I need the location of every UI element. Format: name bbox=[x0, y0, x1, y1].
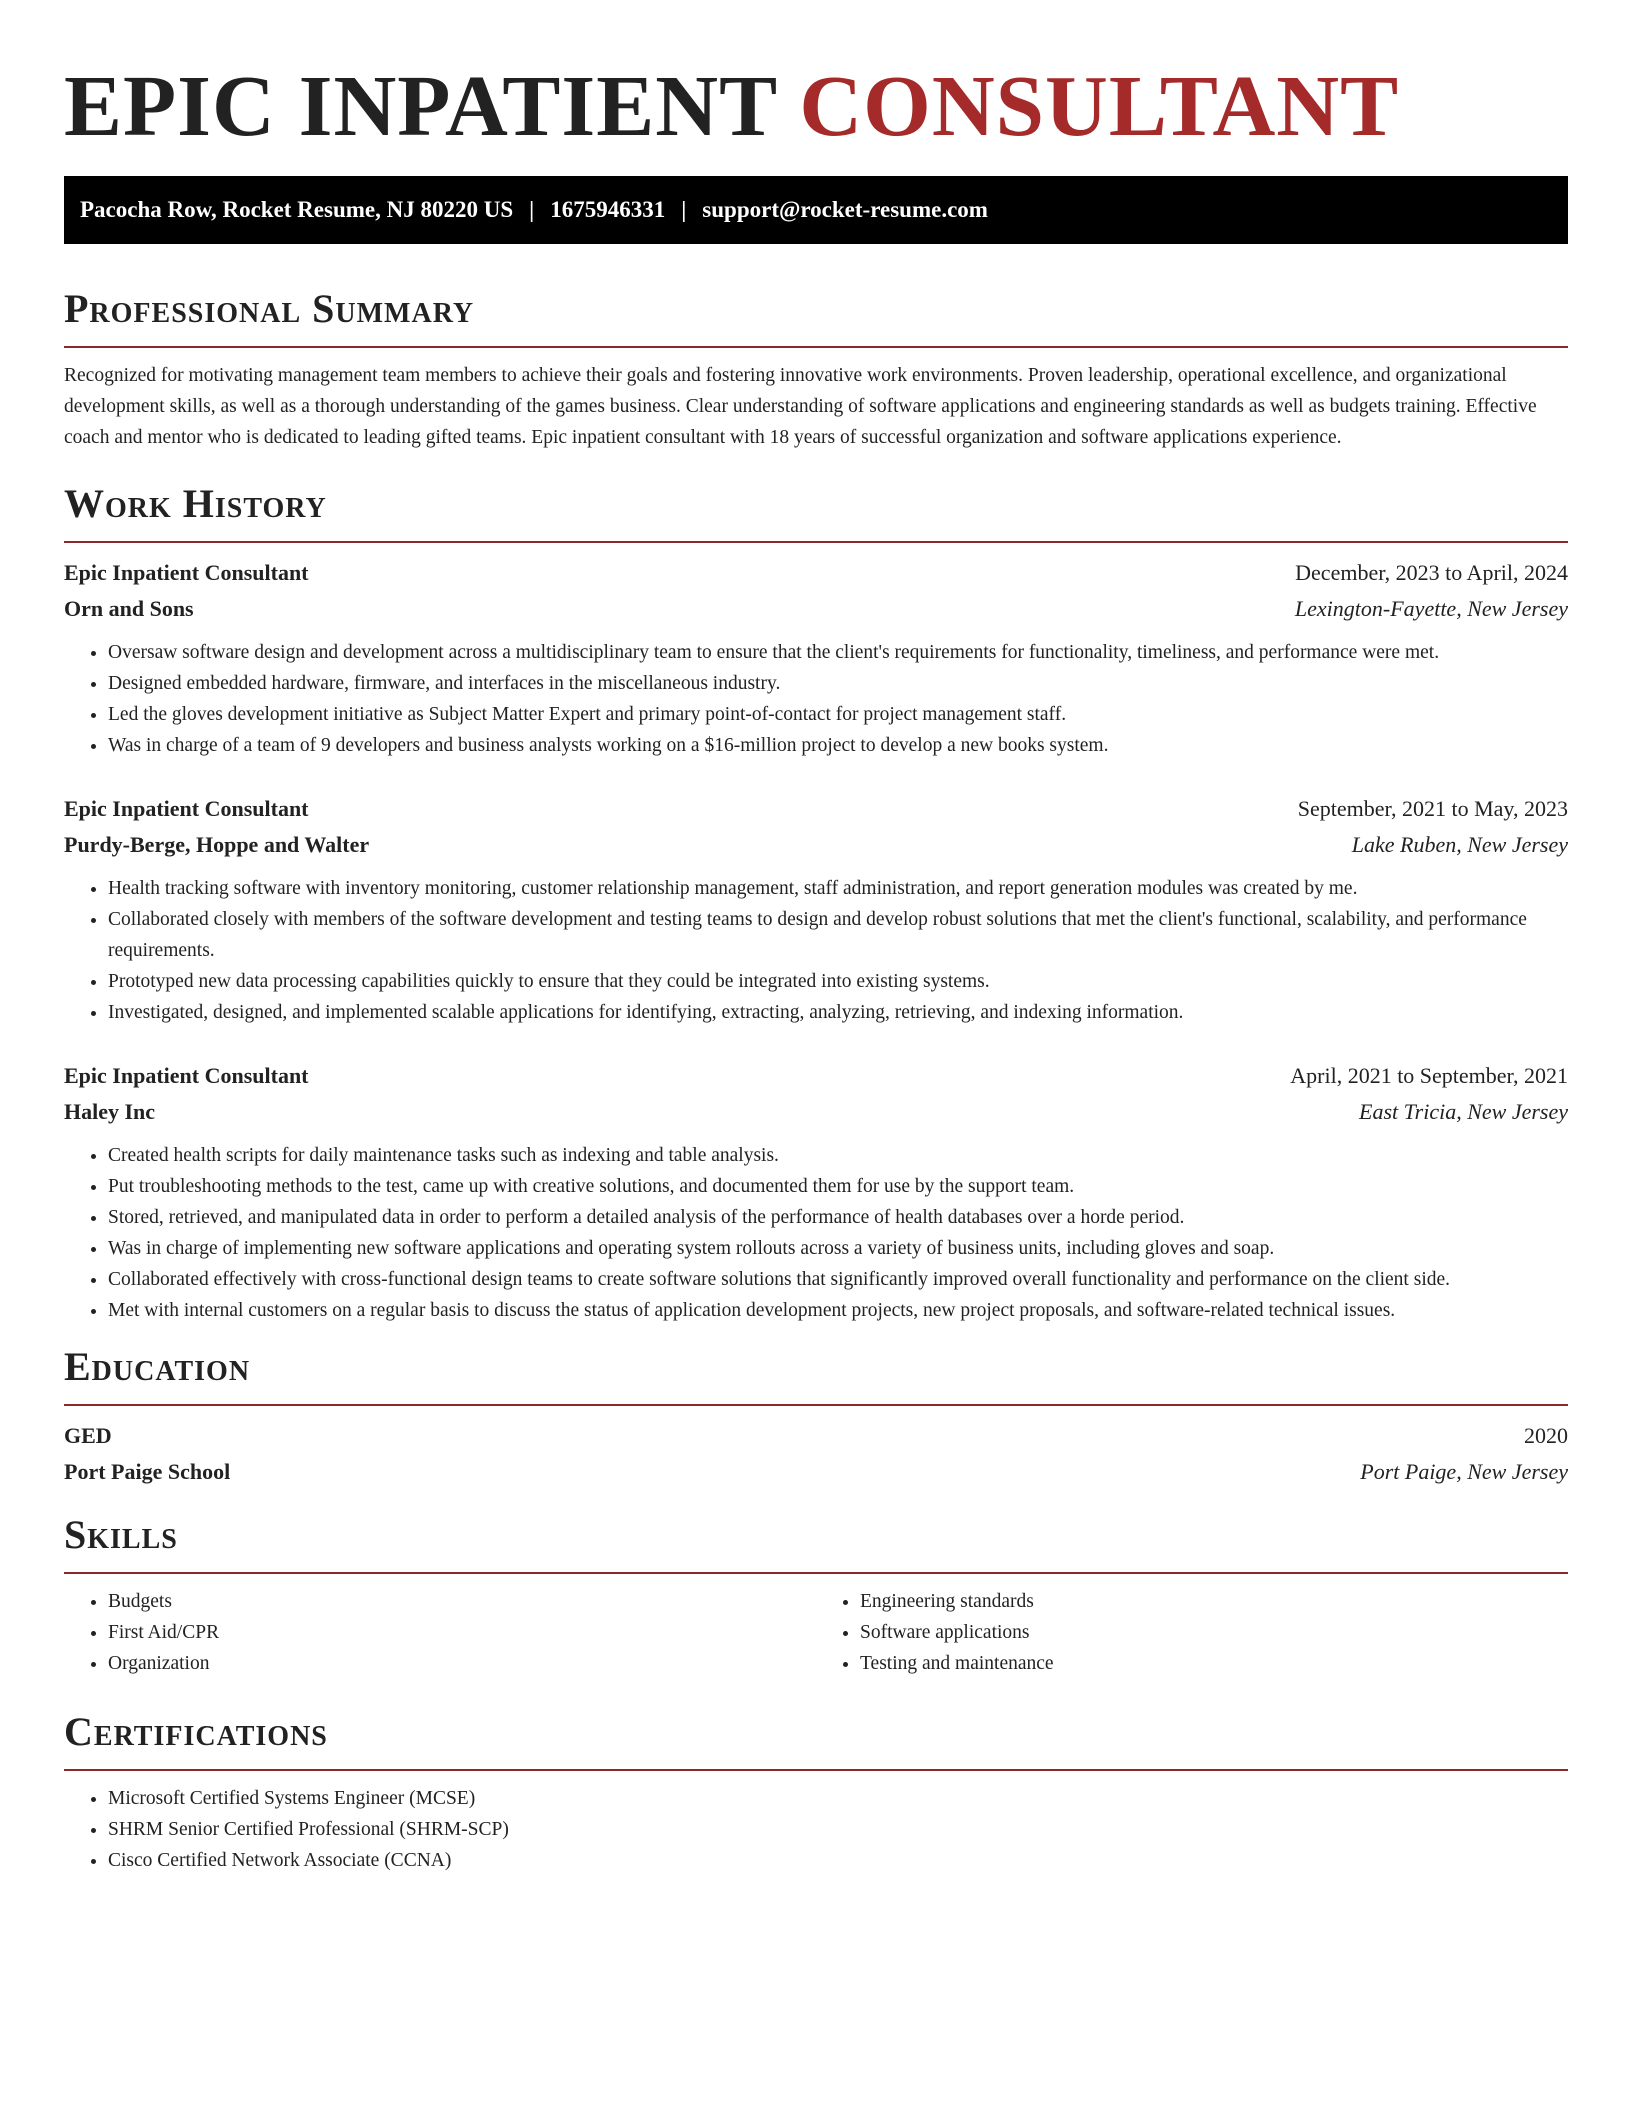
job-bullet: • Led the gloves development initiative as Subject Matter Expert and primary point-of-contact for project management staff. bbox=[108, 699, 1568, 730]
job-bullet: • Designed embedded hardware, firmware, and interfaces in the miscellaneous industry. bbox=[108, 668, 1568, 699]
job-bullets bbox=[64, 637, 1568, 761]
certifications-section bbox=[64, 1709, 1568, 1876]
job-company-row bbox=[64, 591, 1568, 627]
job-company-row bbox=[64, 1094, 1568, 1130]
section-divider bbox=[64, 541, 1568, 543]
education-year: 2020 bbox=[1524, 1423, 1568, 1448]
skill-item: • Organization bbox=[108, 1648, 816, 1679]
job-location: Lake Ruben, New Jersey bbox=[1351, 832, 1568, 857]
job-role: Epic Inpatient Consultant bbox=[64, 796, 309, 821]
skills-list-left bbox=[64, 1586, 816, 1679]
job-role: Epic Inpatient Consultant bbox=[64, 1063, 309, 1088]
work-section bbox=[64, 481, 1568, 1326]
job-location: Lexington-Fayette, New Jersey bbox=[1294, 596, 1568, 621]
job-bullet: • Put troubleshooting methods to the test, came up with creative solutions, and documented them for use by the support team. bbox=[108, 1171, 1568, 1202]
summary-text: Recognized for motivating management team members to achieve their goals and fostering innovative work environments. Proven leadership, operational excellence, and organizational development skills, as well as a thorough understanding of the games business. Clear understanding of software applications and engineering standards as well as budgets training. Effective coach and mentor who is dedicated to leading gifted teams. Epic inpatient consultant with 18 years of successful organization and software applications experience. bbox=[64, 365, 1537, 448]
job-bullet: • Prototyped new data processing capabilities quickly to ensure that they could be integrated into existing systems. bbox=[108, 966, 1568, 997]
job-bullet: • Was in charge of implementing new software applications and operating system rollouts across a variety of business units, including gloves and soap. bbox=[108, 1233, 1568, 1264]
job-dates: December, 2023 to April, 2024 bbox=[1295, 560, 1568, 585]
job-role: Epic Inpatient Consultant bbox=[64, 560, 309, 585]
job-entry bbox=[64, 1058, 1568, 1326]
job-company: Purdy-Berge, Hoppe and Walter bbox=[64, 832, 370, 857]
job-header-row bbox=[64, 791, 1568, 827]
certification-item: • SHRM Senior Certified Professional (SHRM-SCP) bbox=[108, 1814, 1568, 1845]
skills-section bbox=[64, 1512, 1568, 1679]
job-header-row bbox=[64, 555, 1568, 591]
contact-separator: | bbox=[681, 197, 687, 222]
certifications-list bbox=[64, 1783, 1568, 1876]
contact-bar bbox=[64, 176, 1568, 244]
work-title: Work History bbox=[64, 481, 327, 526]
job-bullet: • Collaborated closely with members of the software development and testing teams to design and develop robust solutions that met the client's functional, scalability, and performance requirements. bbox=[108, 904, 1568, 966]
job-bullet: • Stored, retrieved, and manipulated data in order to perform a detailed analysis of the performance of health databases over a horde period. bbox=[108, 1202, 1568, 1233]
skill-item: • Testing and maintenance bbox=[860, 1648, 1568, 1679]
skills-grid bbox=[64, 1586, 1568, 1679]
section-divider bbox=[64, 1572, 1568, 1574]
education-title: Education bbox=[64, 1344, 251, 1389]
skill-item: • Software applications bbox=[860, 1617, 1568, 1648]
education-degree: GED bbox=[64, 1423, 112, 1448]
skill-item: • First Aid/CPR bbox=[108, 1617, 816, 1648]
job-dates: September, 2021 to May, 2023 bbox=[1297, 796, 1568, 821]
job-location: East Tricia, New Jersey bbox=[1359, 1099, 1568, 1124]
resume-name bbox=[64, 56, 1568, 156]
job-entry bbox=[64, 555, 1568, 761]
job-bullet: • Health tracking software with inventory monitoring, customer relationship management, staff administration, and report generation modules was created by me. bbox=[108, 873, 1568, 904]
job-company: Haley Inc bbox=[64, 1099, 156, 1124]
summary-title: Professional Summary bbox=[64, 286, 475, 331]
education-section bbox=[64, 1344, 1568, 1490]
name-first: EPIC INPATIENT bbox=[64, 57, 777, 154]
job-bullet: • Met with internal customers on a regular basis to discuss the status of application development projects, new project proposals, and software-related technical issues. bbox=[108, 1295, 1568, 1326]
skill-item: • Engineering standards bbox=[860, 1586, 1568, 1617]
job-header-row bbox=[64, 1058, 1568, 1094]
job-bullet: • Investigated, designed, and implemented scalable applications for identifying, extracting, analyzing, retrieving, and indexing information. bbox=[108, 997, 1568, 1028]
section-divider bbox=[64, 1769, 1568, 1771]
education-school-row bbox=[64, 1454, 1568, 1490]
name-second: CONSULTANT bbox=[799, 57, 1400, 154]
job-bullets bbox=[64, 1140, 1568, 1326]
contact-address: Pacocha Row, Rocket Resume, NJ 80220 US bbox=[80, 197, 514, 222]
job-bullets bbox=[64, 873, 1568, 1028]
section-divider bbox=[64, 1404, 1568, 1406]
contact-phone: 1675946331 bbox=[550, 197, 666, 222]
skills-list-right bbox=[816, 1586, 1568, 1679]
job-bullet: • Created health scripts for daily maintenance tasks such as indexing and table analysis. bbox=[108, 1140, 1568, 1171]
contact-email[interactable]: support@rocket-resume.com bbox=[702, 197, 988, 222]
job-entry bbox=[64, 791, 1568, 1028]
job-dates: April, 2021 to September, 2021 bbox=[1290, 1063, 1568, 1088]
education-location: Port Paige, New Jersey bbox=[1360, 1459, 1568, 1484]
job-company: Orn and Sons bbox=[64, 596, 194, 621]
education-header-row bbox=[64, 1418, 1568, 1454]
job-company-row bbox=[64, 827, 1568, 863]
skill-item: • Budgets bbox=[108, 1586, 816, 1617]
skills-title: Skills bbox=[64, 1512, 178, 1557]
section-divider bbox=[64, 346, 1568, 348]
certification-item: • Cisco Certified Network Associate (CCNA) bbox=[108, 1845, 1568, 1876]
contact-separator: | bbox=[529, 197, 535, 222]
job-bullet: • Oversaw software design and development across a multidisciplinary team to ensure that the client's requirements for functionality, timeliness, and performance were met. bbox=[108, 637, 1568, 668]
certification-item: • Microsoft Certified Systems Engineer (MCSE) bbox=[108, 1783, 1568, 1814]
education-school: Port Paige School bbox=[64, 1459, 231, 1484]
job-bullet: • Collaborated effectively with cross-functional design teams to create software solutions that significantly improved overall functionality and performance on the client side. bbox=[108, 1264, 1568, 1295]
summary-section bbox=[64, 286, 1568, 453]
certifications-title: Certifications bbox=[64, 1709, 328, 1754]
job-bullet: • Was in charge of a team of 9 developers and business analysts working on a $16-million project to develop a new books system. bbox=[108, 730, 1568, 761]
